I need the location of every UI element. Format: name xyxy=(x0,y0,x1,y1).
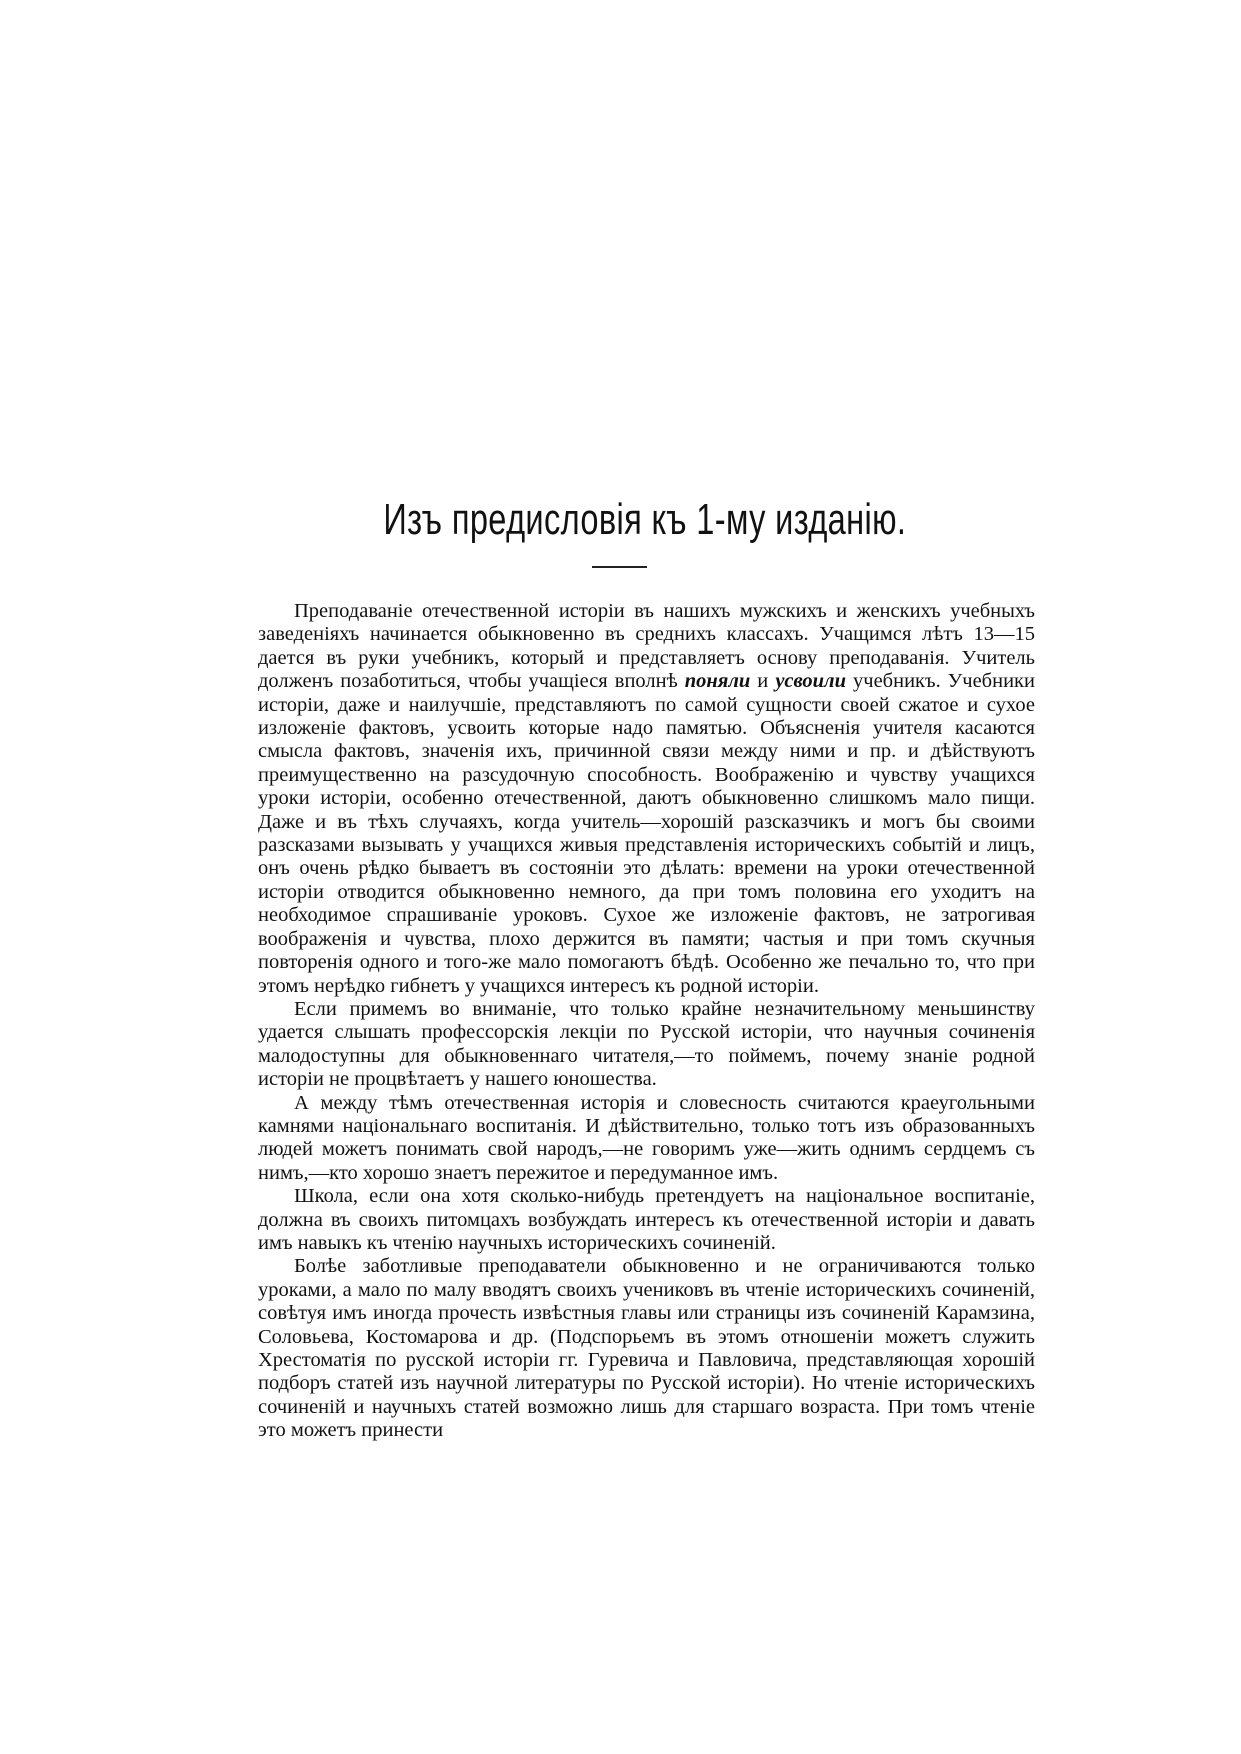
paragraph-text: Если примемъ во вниманіе, что только крайне незначительному меньшинству удается слышать профессорскія лекціи по Русской исторіи, что научныя сочиненія малодоступны для обыкновеннаго читателя,—то поймемъ, почему знаніе родной исторіи не процвѣтаетъ у нашего юношества. xyxy=(258,997,1035,1091)
paragraph xyxy=(258,1185,1035,1255)
paragraph xyxy=(258,998,1035,1092)
emphasis-text: поняли xyxy=(684,670,751,693)
paragraph-text: Школа, если она хотя сколько-нибудь претендуетъ на національное воспитаніе, должна въ своихъ питомцахъ возбуждать интересъ къ отечественной исторіи и давать имъ навыкъ къ чтенію научныхъ историческихъ сочиненій. xyxy=(258,1185,1035,1254)
paragraph-text: учебникъ. Учебники исторіи, даже и наилучшіе, представляютъ по самой сущности своей сжатое и сухое изложеніе фактовъ, усвоить которые надо памятью. Объясненія учителя касаются смысла фактовъ, значенія ихъ, причинной связи между ними и пр. и дѣйствуютъ преимущественно на разсудочную способность. Воображенію и чувству учащихся уроки исторіи, особенно отечественной, даютъ обыкновенно слишкомъ мало пищи. Даже и въ тѣхъ случаяхъ, когда учитель—хорошій разсказчикъ и могъ бы своими разсказами вызывать у учащихся живыя представленія историческихъ событій и лицъ, онъ очень рѣдко бываетъ въ состояніи это дѣлать: времени на уроки отечественной исторіи отводится обыкновенно немного, да при томъ половина его уходитъ на необходимое спрашиваніе уроковъ. Сухое же изложеніе фактовъ, не затрогивая воображенія и чувства, плохо держится въ памяти; частыя и при томъ скучныя повторенія одного и того-же мало помогаютъ бѣдѣ. Особенно же печально то, что при этомъ нерѣдко гибнетъ у учащихся интересъ къ родной исторіи. xyxy=(258,670,1035,997)
page-title: Изъ предисловія къ 1-му изданію. xyxy=(383,495,907,544)
body-text xyxy=(258,600,1035,1443)
paragraph-text: А между тѣмъ отечественная исторія и словесность считаются краеугольными камнями національнаго воспитанія. И дѣйствительно, только тотъ изъ образованныхъ людей можетъ понимать свой народъ,—не говоримъ уже—жить однимъ сердцемъ съ нимъ,—кто хорошо знаетъ пережитое и передуманное имъ. xyxy=(258,1091,1035,1184)
emphasis-text: усвоили xyxy=(775,670,846,693)
paragraph xyxy=(258,600,1035,998)
paragraph-text: и xyxy=(750,670,776,693)
paragraph-text: Болѣе заботливые преподаватели обыкновенно и не ограничиваются только уроками, а мало по малу вводятъ своихъ учениковъ въ чтеніе историческихъ сочиненій, совѣтуя имъ иногда прочесть извѣстныя главы или страницы изъ сочиненій Карамзина, Соловьева, Костомарова и др. (Подспорьемъ въ этомъ отношеніи можетъ служить Хрестоматія по русской исторіи гг. Гуревича и Павловича, представляющая хорошій подборъ статей изъ научной литературы по Русской исторіи). Но чтеніе историческихъ сочиненій и научныхъ статей возможно лишь для старшаго возраста. При томъ чтеніе это можетъ принести xyxy=(258,1255,1035,1442)
paragraph xyxy=(258,1255,1035,1442)
paragraph-text: Преподаваніе отечественной исторіи въ нашихъ мужскихъ и женскихъ учебныхъ заведеніяхъ начинается обыкновенно въ среднихъ классахъ. Учащимся лѣтъ 13—15 дается въ руки учебникъ, который и представляетъ основу преподаванія. Учитель долженъ позаботиться, чтобы учащіеся вполнѣ xyxy=(258,600,1035,693)
paragraph xyxy=(258,1092,1035,1186)
title-divider xyxy=(592,566,647,568)
